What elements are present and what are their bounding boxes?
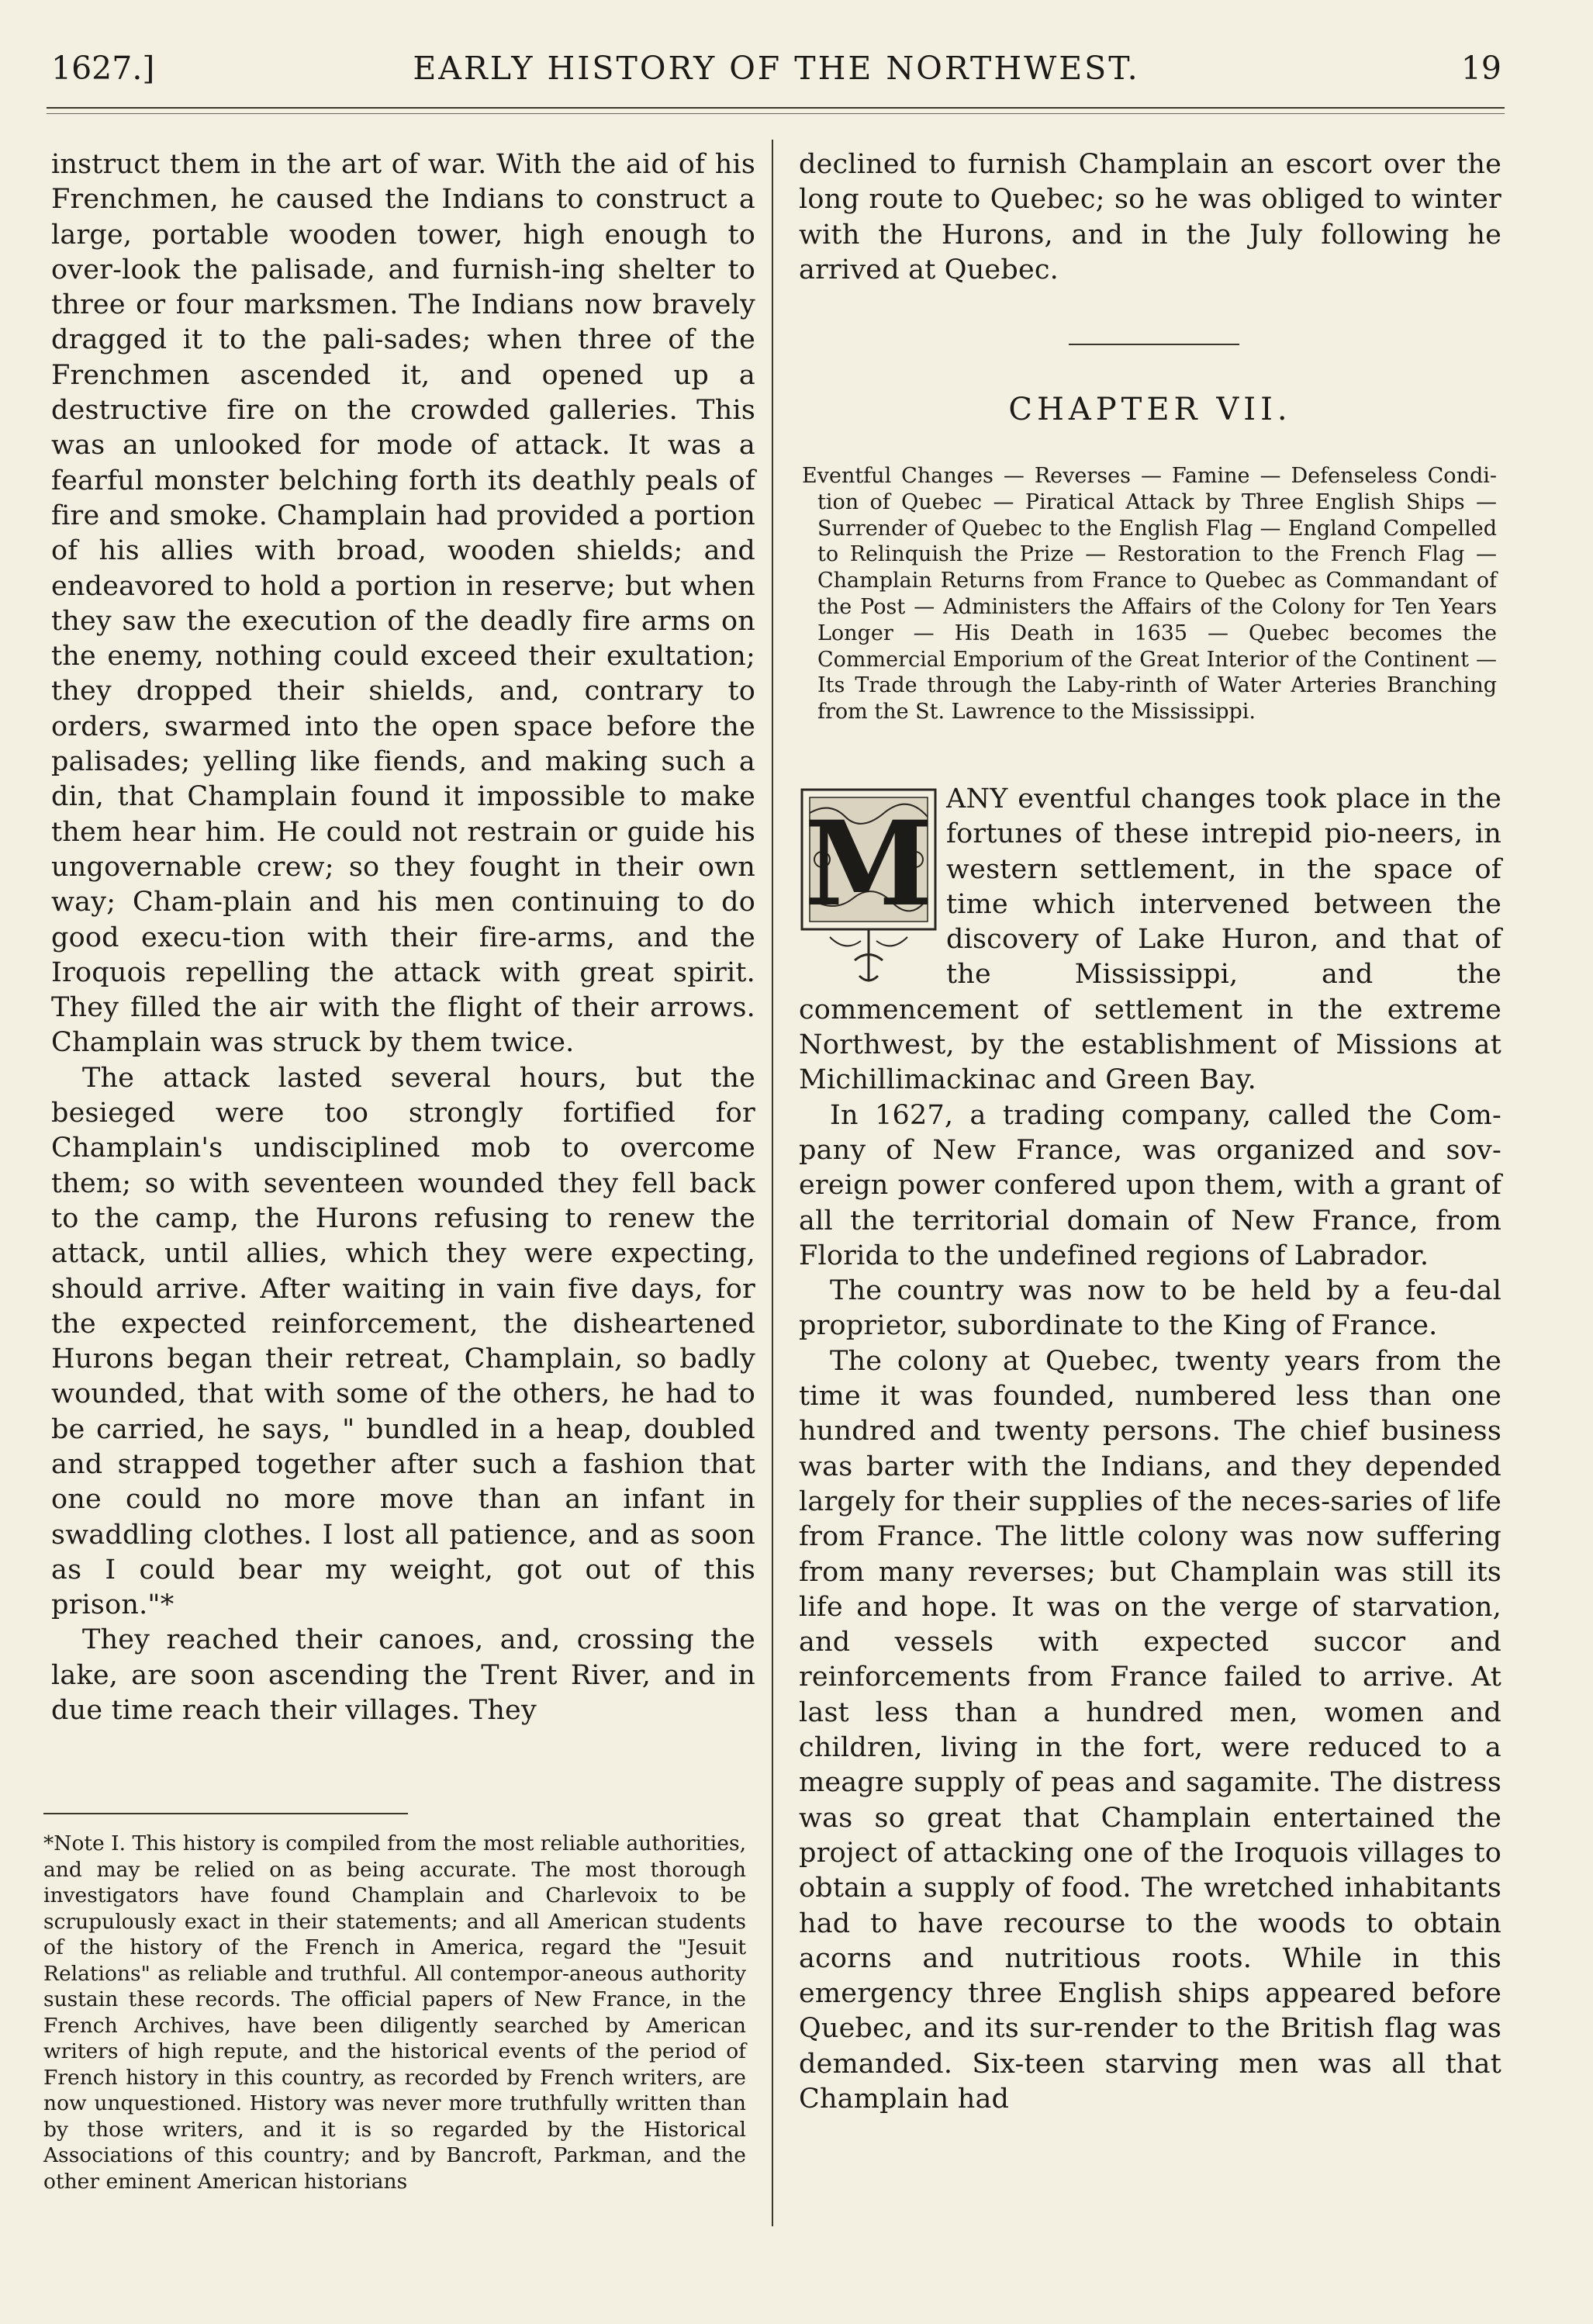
- chapter-title: CHAPTER VII.: [1008, 392, 1292, 427]
- header-title: EARLY HISTORY OF THE NORTHWEST.: [413, 50, 1140, 87]
- footnote-rule: [43, 1813, 408, 1814]
- first-chapter-paragraph: ANY eventful changes took place in the fortunes of these intrepid pio-neers, in western settlement, in the space of time which intervened between the discovery of Lake Huron, and that of the Mississippi, and the commencement of settlement in the extreme Northwest, by the establishment of Missions at Michillimackinac and Green Bay.: [799, 783, 1501, 1096]
- dropcap-letter: M: [803, 796, 934, 932]
- chapter-body: [799, 782, 1501, 2117]
- section-rule: [1069, 344, 1239, 345]
- right-paragraph-1: In 1627, a trading company, called the Com-pany of New France, was organized and sov-ereign power confered upon them, with a grant of all the territorial domain of New France, from Florida to the undefined regions of Labrador.: [799, 1099, 1501, 1271]
- right-paragraph-3: The colony at Quebec, twenty years from the time it was founded, numbered less than one hundred and twenty persons. The chief business was barter with the Indians, and they depended largely for their supplies of the neces-saries of life from France. The little colony was now suffering from many reverses; but Champlain was still its life and hope. It was on the verge of starvation, and vessels with expected succor and reinforcements from France failed to arrive. At last less than a hundred men, women and children, living in the fort, were reduced to a meagre supply of peas and sagamite. The distress was so great that Champlain entertained the project of attacking one of the Iroquois villages to obtain a supply of food. The wretched inhabitants had to have recourse to the woods to obtain acorns and nutritious roots. While in this emergency three English ships appeared before Quebec, and its sur-render to the British flag was demanded. Six-teen starving men was all that Champlain had: [799, 1345, 1501, 2115]
- left-paragraph-1: instruct them in the art of war. With the aid of his Frenchmen, he caused the Indians to construct a large, portable wooden tower, high enough to over-look the palisade, and furnish-ing shelter to three or four marksmen. The Indians now bravely dragged it to the pali-sades; when three of the Frenchmen ascended it, and opened up a destructive fire on the crowded galleries. This was an unlooked for mode of attack. It was a fearful monster belching forth its deathly peals of fire and smoke. Champlain had provided a portion of his allies with broad, wooden shields; and endeavored to hold a portion in reserve; but when they saw the execution of the deadly fire arms on the enemy, nothing could exceed their exultation; they dropped their shields, and, contrary to orders, swarmed into the open space before the palisades; yelling like fiends, and making such a din, that Champlain found it impossible to make them hear him. He could not restrain or guide his ungovernable crew; so they fought in their own way; Cham-plain and his men continuing to do good execu-tion with their fire-arms, and the Iroquois repelling the attack with great spirit. They filled the air with the flight of their arrows. Champlain was struck by them twice.: [51, 149, 755, 1059]
- header-year: 1627.]: [51, 50, 155, 87]
- running-head: [51, 48, 1501, 95]
- left-column: [51, 147, 755, 1728]
- ornamental-initial-icon: [799, 782, 938, 991]
- page-number: 19: [1460, 50, 1501, 87]
- column-divider: [772, 140, 773, 2226]
- left-paragraph-3: They reached their canoes, and, crossing the lake, are soon ascending the Trent River, and in due time reach their villages. They: [51, 1624, 755, 1727]
- header-rule-thin: [47, 113, 1505, 114]
- chapter-summary: Eventful Changes — Reverses — Famine — Defenseless Condi-tion of Quebec — Piratical Attack by Three English Ships — Surrender of Quebec to the English Flag — England Compelled to Relinquish the Prize — Restoration to the French Flag — Champlain Returns from France to Quebec as Commandant of the Post — Administers the Affairs of the Colony for Ten Years Longer — His Death in 1635 — Quebec becomes the Commercial Emporium of the Great Interior of the Continent — Its Trade through the Laby-rinth of Water Arteries Branching from the St. Lawrence to the Mississippi.: [802, 464, 1497, 725]
- header-rule: [47, 107, 1505, 109]
- left-paragraph-2: The attack lasted several hours, but the besieged were too strongly fortified for Champlain's undisciplined mob to overcome them; so with seventeen wounded they fell back to the camp, the Hurons refusing to renew the attack, until allies, which they were expecting, should arrive. After waiting in vain five days, for the expected reinforcement, the disheartened Hurons began their retreat, Champlain, so badly wounded, that with some of the others, he had to be carried, he says, " bundled in a heap, doubled and strapped together after such a fashion that one could no more move than an infant in swaddling clothes. I lost all patience, and as soon as I could bear my weight, got out of this prison."*: [51, 1062, 755, 1621]
- dropcap-ornament: [799, 782, 938, 991]
- footnote: *Note I. This history is compiled from the most reliable authorities, and may be relied on as being accurate. The most thorough investigators have found Champlain and Charlevoix to be scrupulously exact in their statements; and all American students of the history of the French in America, regard the "Jesuit Relations" as reliable and truthful. All contempor-aneous authority sustain these records. The official papers of New France, in the French Archives, have been diligently searched by American writers of high repute, and the historical events of the period of French history in this country, as recorded by French writers, are now unquestioned. History was never more truthfully written than by those writers, and it is so regarded by the Historical Associations of this country; and by Bancroft, Parkman, and the other eminent American historians: [43, 1831, 746, 2194]
- right-column-top: [799, 147, 1501, 288]
- right-opening-paragraph: declined to furnish Champlain an escort over the long route to Quebec; so he was obliged to winter with the Hurons, and in the July following he arrived at Quebec.: [799, 149, 1501, 285]
- right-paragraph-2: The country was now to be held by a feu-dal proprietor, subordinate to the King of France.: [799, 1275, 1501, 1342]
